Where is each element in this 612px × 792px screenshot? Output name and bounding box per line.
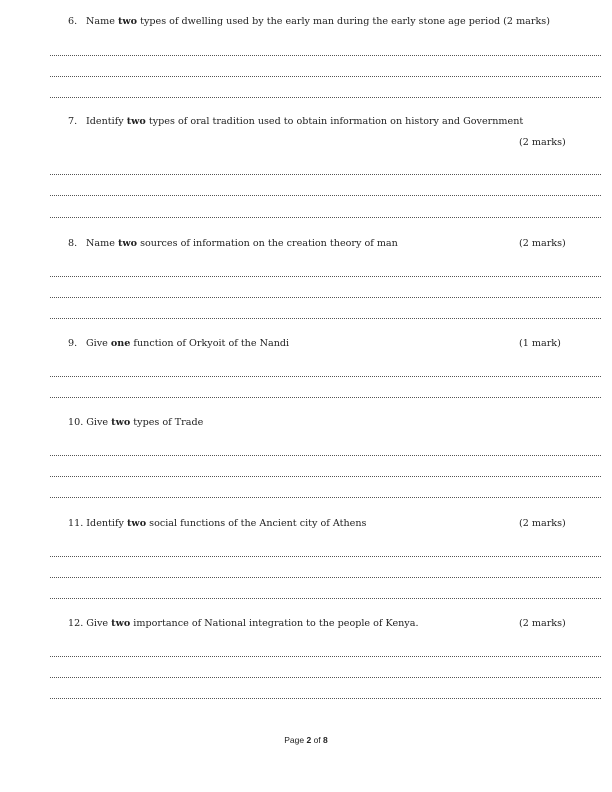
question-text: Identify <box>86 116 127 127</box>
question-text: types of dwelling used by the early man during the early stone age period (2 marks) <box>137 16 550 27</box>
question-text: types of Trade <box>130 417 204 428</box>
answer-line[interactable] <box>50 556 601 557</box>
answer-line[interactable] <box>50 476 601 477</box>
question-6 <box>68 16 550 27</box>
question-text: importance of National integration to the people of Kenya. <box>130 618 419 629</box>
answer-line[interactable] <box>50 174 601 175</box>
question-9 <box>68 338 289 349</box>
question-emphasis: two <box>111 618 131 629</box>
answer-line[interactable] <box>50 318 601 319</box>
question-12 <box>68 618 419 629</box>
question-emphasis: two <box>117 16 138 27</box>
question-11 <box>68 518 366 529</box>
question-text: Identify <box>86 518 127 529</box>
question-text: Give <box>86 417 112 428</box>
marks-label: (2 marks) <box>519 618 566 629</box>
marks-label: (2 marks) <box>519 137 566 148</box>
answer-line[interactable] <box>50 455 601 456</box>
marks-label: (1 mark) <box>519 338 561 349</box>
footer-text: of <box>311 735 324 745</box>
question-emphasis: one <box>110 338 131 349</box>
question-text: social functions of the Ancient city of Athens <box>146 518 367 529</box>
answer-line[interactable] <box>50 276 601 277</box>
question-text: sources of information on the creation theory of man <box>137 238 398 249</box>
page-number: 2 <box>306 735 312 745</box>
question-8 <box>68 238 398 249</box>
answer-line[interactable] <box>50 598 601 599</box>
question-number: 8. <box>68 238 78 249</box>
page-total: 8 <box>323 735 328 745</box>
question-number: 11. <box>68 518 84 529</box>
question-emphasis: two <box>111 417 131 428</box>
answer-line[interactable] <box>50 397 601 398</box>
question-text: function of Orkyoit of the Nandi <box>130 338 290 349</box>
question-emphasis: two <box>127 518 147 529</box>
answer-line[interactable] <box>50 698 601 699</box>
answer-line[interactable] <box>50 76 601 77</box>
marks-label: (2 marks) <box>519 518 566 529</box>
question-number: 9. <box>68 338 78 349</box>
answer-line[interactable] <box>50 656 601 657</box>
footer-text: Page <box>284 735 307 745</box>
answer-line[interactable] <box>50 497 601 498</box>
question-text: Give <box>86 338 111 349</box>
answer-line[interactable] <box>50 577 601 578</box>
answer-line[interactable] <box>50 195 601 196</box>
question-emphasis: two <box>126 116 146 127</box>
answer-line[interactable] <box>50 97 601 98</box>
answer-line[interactable] <box>50 217 601 218</box>
question-text: Name <box>86 16 118 27</box>
page-footer <box>0 735 612 745</box>
marks-label: (2 marks) <box>519 238 566 249</box>
question-7 <box>68 116 523 127</box>
answer-line[interactable] <box>50 297 601 298</box>
question-number: 12. <box>68 618 84 629</box>
question-number: 7. <box>68 116 78 127</box>
question-text: Name <box>86 238 118 249</box>
answer-line[interactable] <box>50 55 601 56</box>
question-text: types of oral tradition used to obtain information on history and Government <box>145 116 524 127</box>
answer-line[interactable] <box>50 677 601 678</box>
question-number: 10. <box>68 417 84 428</box>
question-10 <box>68 417 203 428</box>
question-text: Give <box>86 618 112 629</box>
question-number: 6. <box>68 16 78 27</box>
answer-line[interactable] <box>50 376 601 377</box>
question-emphasis: two <box>117 238 138 249</box>
